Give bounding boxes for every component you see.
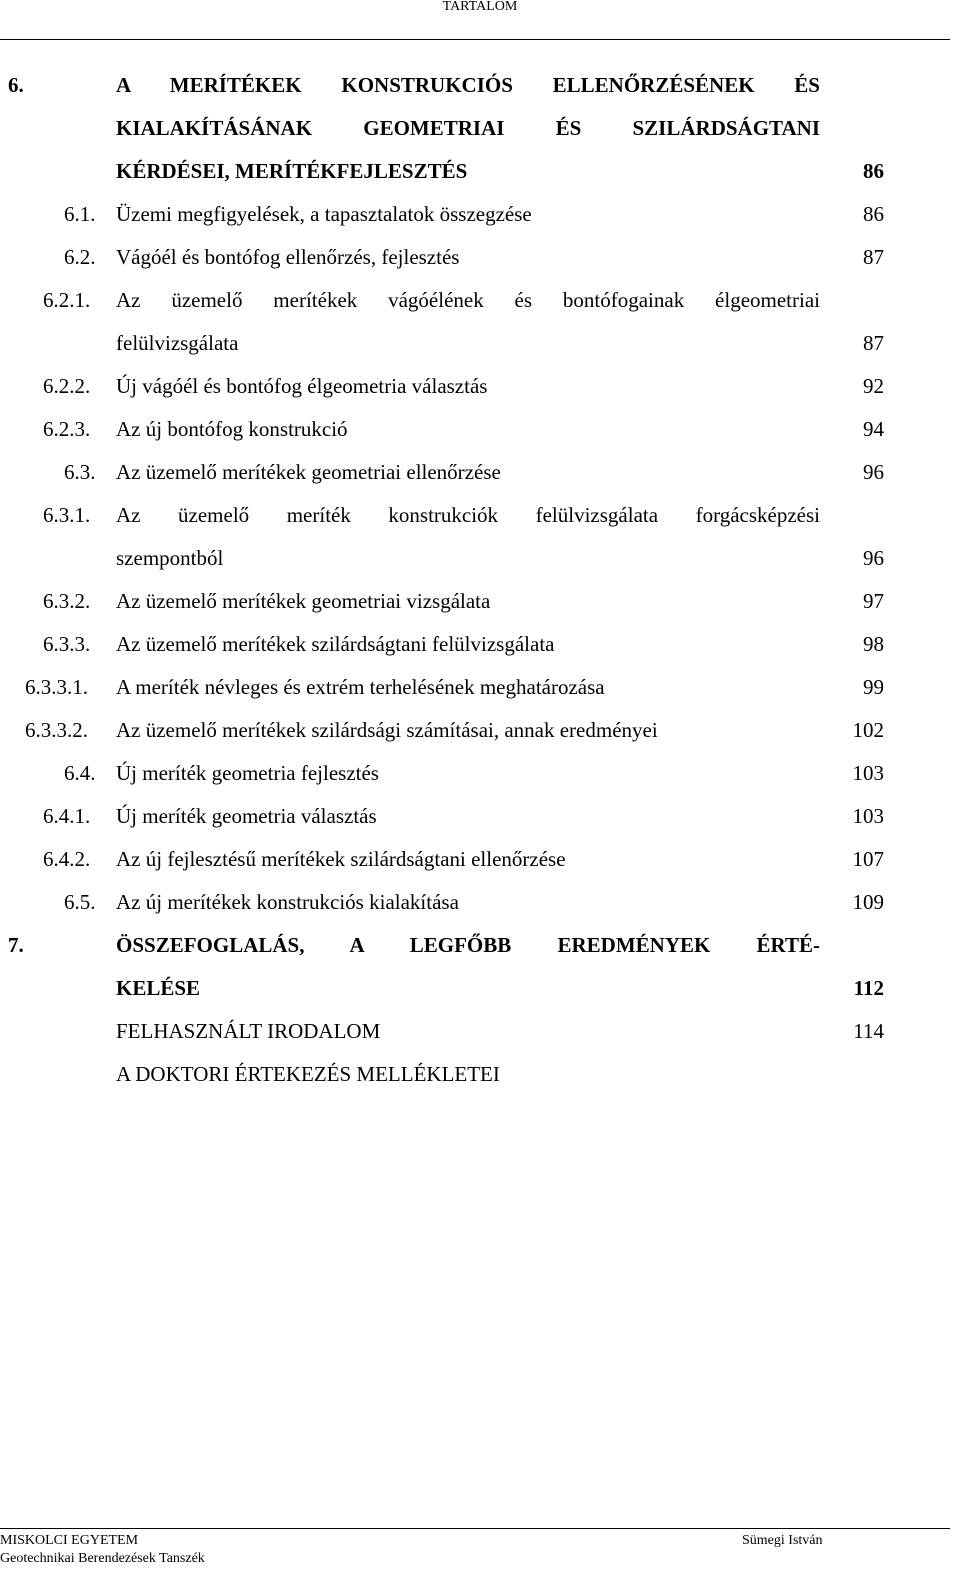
toc-number: 6.3.2.: [43, 589, 91, 613]
toc-page-number: 87: [863, 245, 884, 269]
toc-line: [0, 113, 960, 143]
toc-title: Vágóél és bontófog ellenőrzés, fejlesztés: [116, 245, 460, 269]
toc-line: [0, 801, 960, 831]
toc-number: 6.2.1.: [43, 288, 91, 312]
toc-line: [0, 457, 960, 487]
toc-line: [0, 715, 960, 745]
toc-line: [0, 70, 960, 100]
toc-title: Az üzemelő merítékek geometriai vizsgálata: [116, 589, 491, 613]
toc-title: Az üzemelő merítékek szilárdságtani felülvizsgálata: [116, 632, 555, 656]
toc-title: Az üzemelő merítékek geometriai ellenőrzése: [116, 460, 501, 484]
toc-line: [0, 758, 960, 788]
footer-department: Geotechnikai Berendezések Tanszék: [0, 1551, 205, 1566]
toc-page-number: 87: [863, 331, 884, 355]
toc-line: [0, 887, 960, 917]
toc-title: Az üzemelő meríték konstrukciók felülvizsgálata forgácsképzési: [116, 503, 820, 527]
toc-number: 6.2.: [64, 245, 96, 269]
toc-line: [0, 629, 960, 659]
toc-number: 6.1.: [64, 202, 96, 226]
toc-number: 6.3.3.1.: [25, 675, 88, 699]
toc-number: 6.3.: [64, 460, 96, 484]
toc-title: Új meríték geometria választás: [116, 804, 377, 828]
toc-title: Az üzemelő merítékek vágóélének és bontófogainak élgeometriai: [116, 288, 820, 312]
toc-line: [0, 414, 960, 444]
toc-title: Az új fejlesztésű merítékek szilárdságtani ellenőrzése: [116, 847, 566, 871]
toc-title: A DOKTORI ÉRTEKEZÉS MELLÉKLETEI: [116, 1062, 500, 1086]
toc-number: 6.3.3.: [43, 632, 91, 656]
toc-number: 6.: [8, 73, 24, 97]
toc-page-number: 103: [852, 804, 884, 828]
toc-title: A meríték névleges és extrém terhelésének meghatározása: [116, 675, 605, 699]
toc-page-number: 114: [853, 1019, 884, 1043]
page-header-title: TARTALOM: [442, 0, 518, 14]
toc-title: Új vágóél és bontófog élgeometria választás: [116, 374, 488, 398]
toc-title: Az új bontófog konstrukció: [116, 417, 348, 441]
footer-university: MISKOLCI EGYETEM: [0, 1533, 139, 1548]
toc-line: [0, 156, 960, 186]
toc-number: 6.2.2.: [43, 374, 91, 398]
toc-number: 6.5.: [64, 890, 96, 914]
toc-page-number: 86: [863, 159, 884, 183]
toc-line: [0, 543, 960, 573]
toc-line: [0, 844, 960, 874]
toc-page-number: 97: [863, 589, 884, 613]
toc-page-number: 98: [863, 632, 884, 656]
toc-number: 6.4.2.: [43, 847, 91, 871]
toc-number: 7.: [8, 933, 24, 957]
toc-line: [0, 328, 960, 358]
toc-page-number: 102: [852, 718, 884, 742]
toc-page-number: 99: [863, 675, 884, 699]
toc-number: 6.4.: [64, 761, 96, 785]
footer-rule: [0, 1528, 950, 1529]
toc-page-number: 96: [863, 460, 884, 484]
toc-title: szempontból: [116, 546, 224, 570]
toc-line: [0, 285, 960, 315]
toc-title: A MERÍTÉKEK KONSTRUKCIÓS ELLENŐRZÉSÉNEK ÉS: [116, 73, 820, 97]
toc-page-number: 94: [863, 417, 884, 441]
toc-line: [0, 586, 960, 616]
toc-title: ÖSSZEFOGLALÁS, A LEGFŐBB EREDMÉNYEK ÉRTÉ-: [116, 933, 820, 957]
toc-number: 6.3.1.: [43, 503, 91, 527]
toc-number: 6.3.3.2.: [25, 718, 88, 742]
toc-page-number: 96: [863, 546, 884, 570]
toc-page-number: 109: [852, 890, 884, 914]
toc-page-number: 112: [853, 976, 884, 1000]
toc-title: Az üzemelő merítékek szilárdsági számításai, annak eredményei: [116, 718, 658, 742]
toc-title: FELHASZNÁLT IRODALOM: [116, 1019, 381, 1043]
toc-line: [0, 242, 960, 272]
footer-author: Sümegi István: [742, 1533, 823, 1548]
toc-title: Az új merítékek konstrukciós kialakítása: [116, 890, 459, 914]
toc-page-number: 92: [863, 374, 884, 398]
toc-title: KELÉSE: [116, 976, 201, 1000]
toc-line: [0, 930, 960, 960]
toc-title: Új meríték geometria fejlesztés: [116, 761, 379, 785]
toc-line: [0, 1059, 960, 1089]
toc-line: [0, 500, 960, 530]
toc-line: [0, 672, 960, 702]
toc-line: [0, 199, 960, 229]
toc-title: KÉRDÉSEI, MERÍTÉKFEJLESZTÉS: [116, 159, 468, 183]
header-rule: [0, 39, 950, 40]
toc-number: 6.4.1.: [43, 804, 91, 828]
toc-page-number: 86: [863, 202, 884, 226]
toc-line: [0, 973, 960, 1003]
toc-line: [0, 1016, 960, 1046]
toc-number: 6.2.3.: [43, 417, 91, 441]
toc-title: KIALAKÍTÁSÁNAK GEOMETRIAI ÉS SZILÁRDSÁGTANI: [116, 116, 820, 140]
toc-title: Üzemi megfigyelések, a tapasztalatok összegzése: [116, 202, 532, 226]
toc-page-number: 103: [852, 761, 884, 785]
toc-line: [0, 371, 960, 401]
toc-title: felülvizsgálata: [116, 331, 239, 355]
toc-page-number: 107: [852, 847, 884, 871]
